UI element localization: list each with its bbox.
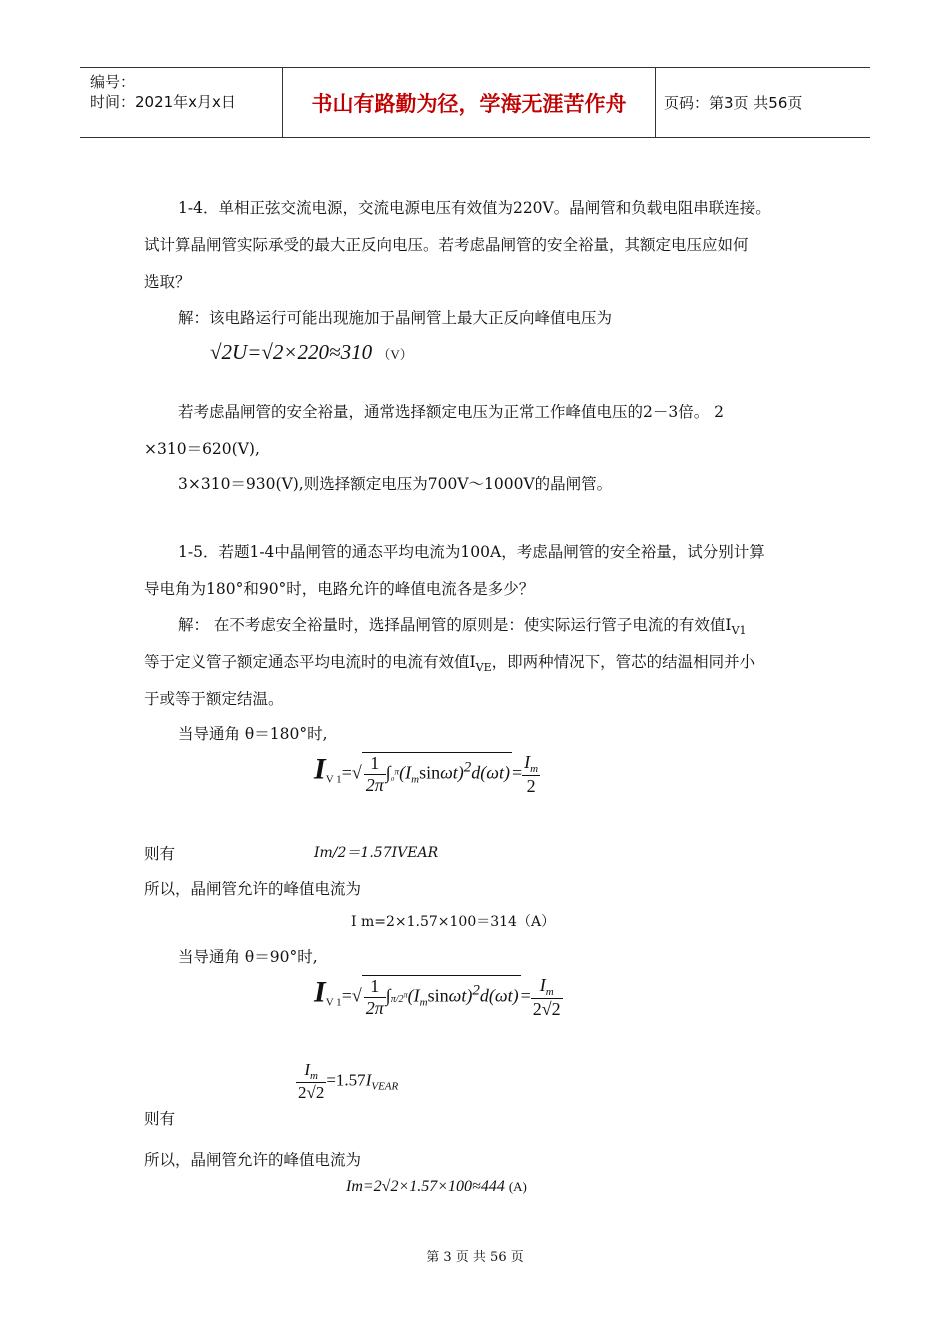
equation-1-text: √2U=√2×220≈310 [210, 340, 373, 364]
a14-line2: 若考虑晶闸管的安全裕量，通常选择额定电压为正常工作峰值电压的2－3倍。 2 [178, 403, 725, 421]
header-left-cell [80, 68, 282, 137]
doc-time-label: 时间：2021年x月x日 [90, 93, 236, 111]
q14-line3: 选取？ [144, 273, 191, 291]
header-table [80, 67, 870, 138]
a15-line2-sub: VE [475, 661, 492, 674]
header-page-info: 页码：第3页 共56页 [664, 94, 803, 112]
a15-line1-text: 解： 在不考虑安全裕量时，选择晶闸管的原则是：使实际运行管子电流的有效值I [178, 616, 732, 634]
a14-line1: 解：该电路运行可能出现施加于晶闸管上最大正反向峰值电压为 [178, 309, 613, 327]
a15-line2-text: 等于定义管子额定通态平均电流时的电流有效值I [144, 653, 476, 671]
q15-line2: 导电角为180°和90°时，电路允许的峰值电流各是多少？ [144, 580, 535, 598]
a15-line2 [144, 650, 755, 674]
case-90-label: 当导通角 θ＝90°时, [178, 948, 318, 966]
so-label-1: 所以，晶闸管允许的峰值电流为 [144, 880, 362, 898]
q14-line1: 1-4．单相正弦交流电源，交流电源电压有效值为220V。晶闸管和负载电阻串联连接。 [178, 199, 771, 217]
q15-line1: 1-5．若题1-4中晶闸管的通态平均电流为100A，考虑晶闸管的安全裕量，试分别计算 [178, 543, 765, 561]
result-1: I m=2×1.57×100＝314（A） [351, 914, 556, 930]
page-footer: 第 3 页 共 56 页 [426, 1250, 524, 1265]
q14-line2: 试计算晶闸管实际承受的最大正反向电压。若考虑晶闸管的安全裕量，其额定电压应如何 [144, 236, 749, 254]
doc-code-label: 编号： [90, 73, 136, 91]
a14-line4: 3×310＝930(V),则选择额定电压为700V～1000V的晶闸管。 [178, 475, 613, 493]
so-label-2: 所以，晶闸管允许的峰值电流为 [144, 1151, 362, 1169]
result-2-unit: (A) [508, 1179, 527, 1194]
equation-5 [346, 1178, 527, 1196]
equation-4: $\frac{I_m}{2√2}$ $=1.57I_{VEAR}$ [298, 1060, 399, 1102]
case-180-label: 当导通角 θ＝180°时, [178, 725, 328, 743]
a15-line1 [178, 613, 747, 637]
equation-1 [210, 340, 413, 365]
then-label-1: 则有 [144, 845, 176, 863]
equation-2: $I_{V 1}=√$ $\frac{1}{2\pi}$ $\int_0^\pi(I_m\sin\omega t)^2d(\omega t)$ = $\frac{I_m}{2}$ [314, 752, 539, 796]
equation-3: $I_{V 1}=√$ $\frac{1}{2\pi}$ $\int\pi/2^\pi(I_m\sin\omega t)^2d(\omega t)$ = $\frac{I_m}{2√2}$ [314, 975, 561, 1019]
a14-line3: ×310＝620(V), [144, 440, 260, 458]
equation-1-unit: （V） [377, 347, 413, 362]
then-eq-1: Im/2＝1.57IVEAR [314, 845, 439, 861]
a15-line2-rest: ，即两种情况下，管芯的结温相同并小 [491, 653, 756, 671]
result-2: Im=2√2×1.57×100≈444 [346, 1178, 505, 1195]
then-label-2: 则有 [144, 1110, 176, 1128]
a15-line1-sub: V1 [731, 624, 747, 637]
header-motto: 书山有路勤为径，学海无涯苦作舟 [282, 68, 656, 137]
a15-line3: 于或等于额定结温。 [144, 690, 284, 708]
